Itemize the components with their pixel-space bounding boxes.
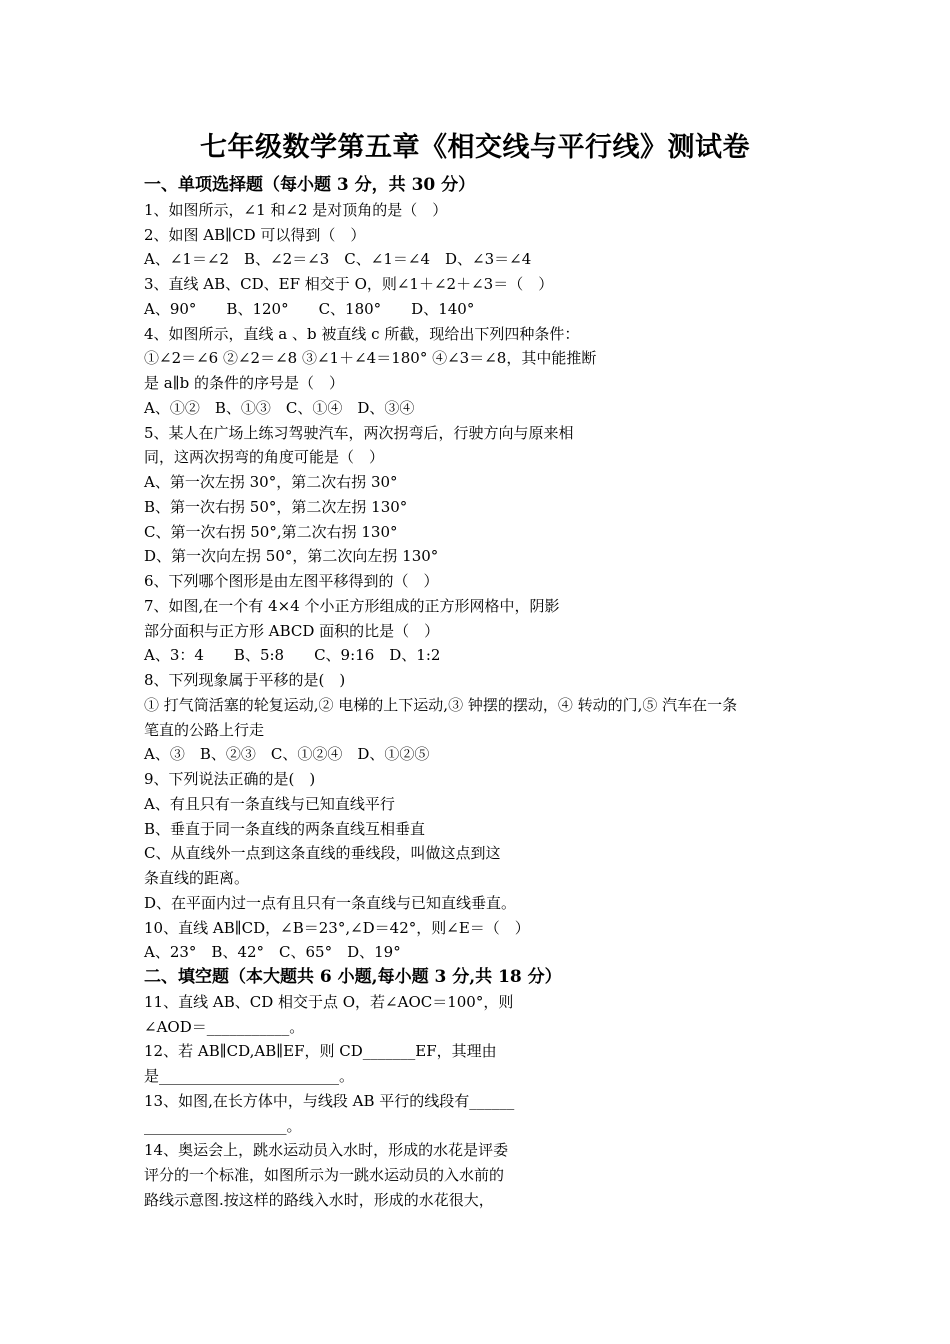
section-heading: 二、填空题（本大题共 6 小题,每小题 3 分,共 18 分）	[144, 967, 562, 987]
text-line: A、23° B、42° C、65° D、19°	[144, 943, 401, 962]
text-line: 同，这两次拐弯的角度可能是（ ）	[144, 448, 385, 467]
text-line: 6、下列哪个图形是由左图平移得到的（ ）	[144, 572, 439, 590]
text-line: 10、直线 AB∥CD，∠B＝23°,∠D＝42°，则∠E＝（ ）	[144, 918, 530, 937]
text-line: A、3：4 B、5:8 C、9:16 D、1:2	[144, 646, 441, 665]
text-line: 笔直的公路上行走	[144, 720, 265, 739]
text-line: A、③ B、②③ C、①②④ D、①②⑤	[144, 745, 430, 764]
text-line: 12、若 AB∥CD,AB∥EF，则 CD_______EF，其理由	[144, 1042, 497, 1061]
text-line: 9、下列说法正确的是( )	[144, 770, 316, 788]
text-line: ① 打气筒活塞的轮复运动,② 电梯的上下运动,③ 钟摆的摆动，④ 转动的门,⑤ 汽车在一条	[144, 695, 738, 714]
text-line: 8、下列现象属于平移的是( )	[144, 671, 346, 689]
text-line: ①∠2＝∠6 ②∠2＝∠8 ③∠1＋∠4＝180° ④∠3＝∠8，其中能推断	[144, 349, 597, 368]
text-line: 路线示意图.按这样的路线入水时，形成的水花很大，	[144, 1190, 494, 1209]
text-line: 部分面积与正方形 ABCD 面积的比是（ ）	[144, 621, 440, 640]
text-line: D、在平面内过一点有且只有一条直线与已知直线垂直。	[144, 893, 517, 912]
text-line: 评分的一个标准，如图所示为一跳水运动员的入水前的	[144, 1166, 505, 1184]
text-line: ∠AOD＝___________。	[144, 1017, 305, 1036]
text-line: A、90° B、120° C、180° D、140°	[144, 299, 475, 318]
text-line: 14、奥运会上，跳水运动员入水时，形成的水花是评委	[144, 1141, 509, 1160]
text-line: 条直线的距离。	[144, 869, 250, 887]
text-line: 是 a∥b 的条件的序号是（ ）	[144, 374, 345, 392]
text-line: C、从直线外一点到这条直线的垂线段，叫做这点到这	[144, 844, 501, 863]
text-line: 11、直线 AB、CD 相交于点 O，若∠AOC＝100°，则	[144, 992, 514, 1011]
text-line: A、∠1＝∠2 B、∠2＝∠3 C、∠1＝∠4 D、∠3＝∠4	[144, 250, 532, 269]
text-line: 13、如图,在长方体中，与线段 AB 平行的线段有______	[144, 1091, 515, 1110]
text-line: 4、如图所示，直线 a 、b 被直线 c 所截，现给出下列四种条件：	[144, 324, 580, 343]
text-line: C、第一次右拐 50°,第二次右拐 130°	[144, 522, 398, 541]
text-line: 1、如图所示，∠1 和∠2 是对顶角的是（ ）	[144, 200, 448, 219]
text-line: 是________________________。	[144, 1067, 355, 1085]
text-line: 7、如图,在一个有 4×4 个小正方形组成的正方形网格中，阴影	[144, 596, 560, 615]
text-line: A、①② B、①③ C、①④ D、③④	[144, 398, 415, 417]
text-line: 5、某人在广场上练习驾驶汽车，两次拐弯后，行驶方向与原来相	[144, 423, 574, 442]
text-line: B、第一次右拐 50°，第二次左拐 130°	[144, 497, 408, 516]
text-line: 2、如图 AB∥CD 可以得到（ ）	[144, 225, 366, 244]
text-line: A、第一次左拐 30°，第二次右拐 30°	[144, 473, 398, 491]
text-line: ___________________。	[144, 1116, 302, 1135]
section-heading: 一、单项选择题（每小题 3 分，共 30 分）	[144, 175, 476, 195]
page-title: 七年级数学第五章《相交线与平行线》测试卷	[200, 132, 750, 163]
text-line: D、第一次向左拐 50°，第二次向左拐 130°	[144, 547, 439, 566]
text-line: A、有且只有一条直线与已知直线平行	[144, 794, 395, 813]
text-line: B、垂直于同一条直线的两条直线互相垂直	[144, 819, 426, 838]
text-line: 3、直线 AB、CD、EF 相交于 O，则∠1＋∠2＋∠3＝（ ）	[144, 275, 554, 293]
